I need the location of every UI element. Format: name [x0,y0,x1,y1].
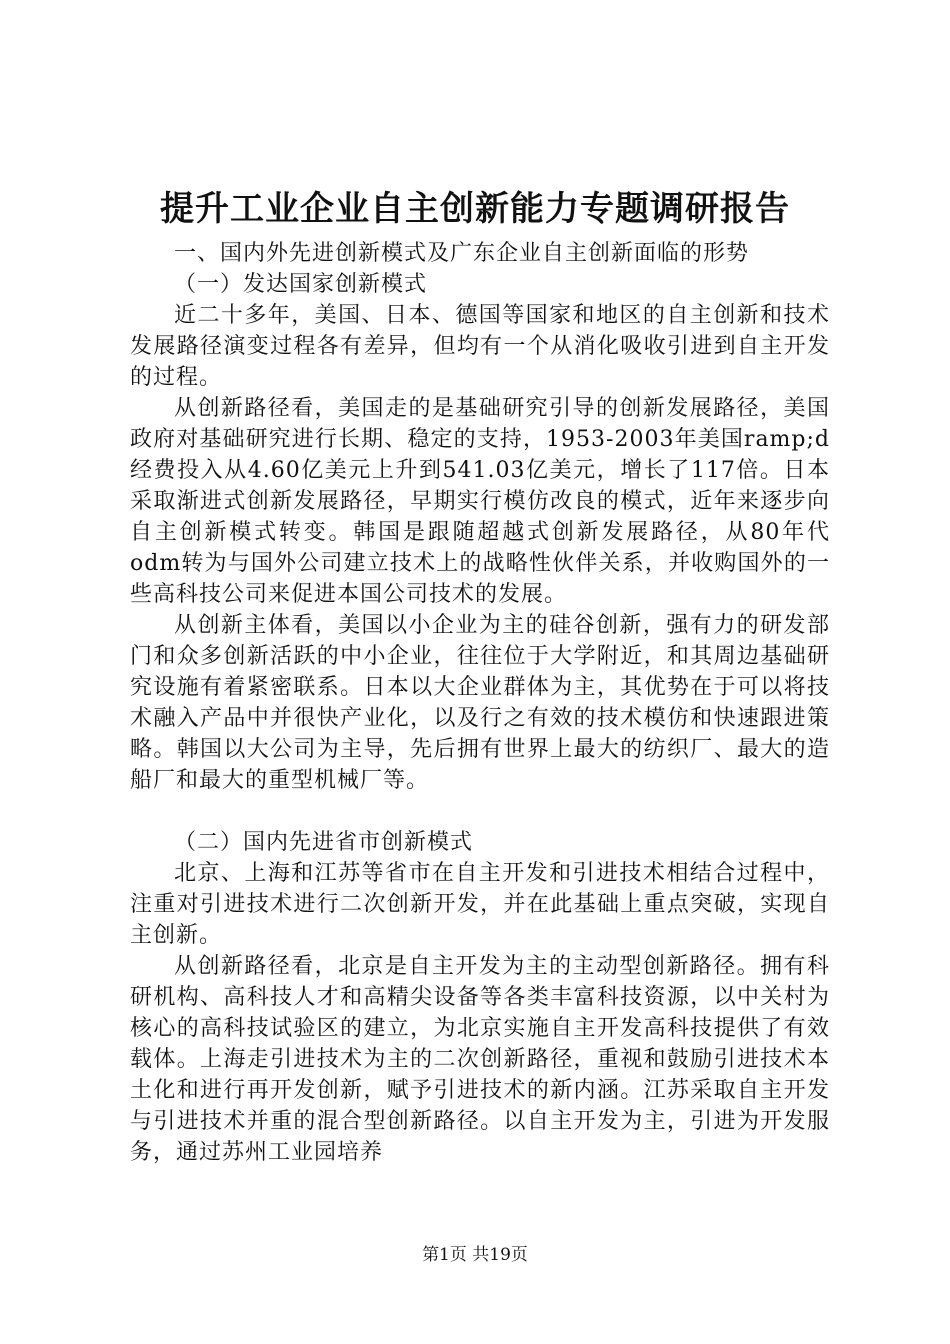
page-footer: 第1页 共19页 [422,1245,528,1265]
paragraph-5: 从创新路径看，北京是自主开发为主的主动型创新路径。拥有科研机构、高科技人才和高精尖设备等各类丰富科技资源，以中关村为核心的高科技试验区的建立，为北京实施自主开发高科技提供了有效载体。上海走引进技术为主的二次创新路径，重视和鼓励引进技术本土化和进行再开发创新，赋予引进技术的新内涵。江苏采取自主开发与引进技术并重的混合型创新路径。以自主开发为主，引进为开发服务，通过苏州工业园培养 [130,954,830,1165]
document-title: 提升工业企业自主创新能力专题调研报告 [160,189,790,229]
paragraph-3: 从创新主体看，美国以小企业为主的硅谷创新，强有力的研发部门和众多创新活跃的中小企业，往往位于大学附近，和其周边基础研究设施有着紧密联系。日本以大企业群体为主，其优势在于可以将技术融入产品中并很快产业化，以及行之有效的技术模仿和快速跟进策略。韩国以大公司为主导，先后拥有世界上最大的纺织厂、最大的造船厂和最大的重型机械厂等。 [130,613,830,793]
section-heading-1: 一、国内外先进创新模式及广东企业自主创新面临的形势 [174,241,750,266]
subsection-heading-1-2: （二）国内先进省市创新模式 [174,830,474,855]
subsection-heading-1-1: （一）发达国家创新模式 [174,272,428,297]
paragraph-1: 近二十多年，美国、日本、德国等国家和地区的自主创新和技术发展路径演变过程各有差异，但均有一个从消化吸收引进到自主开发的过程。 [130,303,830,390]
paragraph-2: 从创新路径看，美国走的是基础研究引导的创新发展路径，美国政府对基础研究进行长期、稳定的支持，1953-2003年美国ramp;d经费投入从4.60亿美元上升到541.03亿美元，增长了117倍。日本采取渐进式创新发展路径，早期实行模仿改良的模式，近年来逐步向自主创新模式转变。韩国是跟随超越式创新发展路径，从80年代odm转为与国外公司建立技术上的战略性伙伴关系，并收购国外的一些高科技公司来促进本国公司技术的发展。 [130,396,830,607]
paragraph-spacer [130,796,830,827]
paragraph-4: 北京、上海和江苏等省市在自主开发和引进技术相结合过程中，注重对引进技术进行二次创新开发，并在此基础上重点突破，实现自主创新。 [130,861,830,948]
document-body [130,238,830,1168]
